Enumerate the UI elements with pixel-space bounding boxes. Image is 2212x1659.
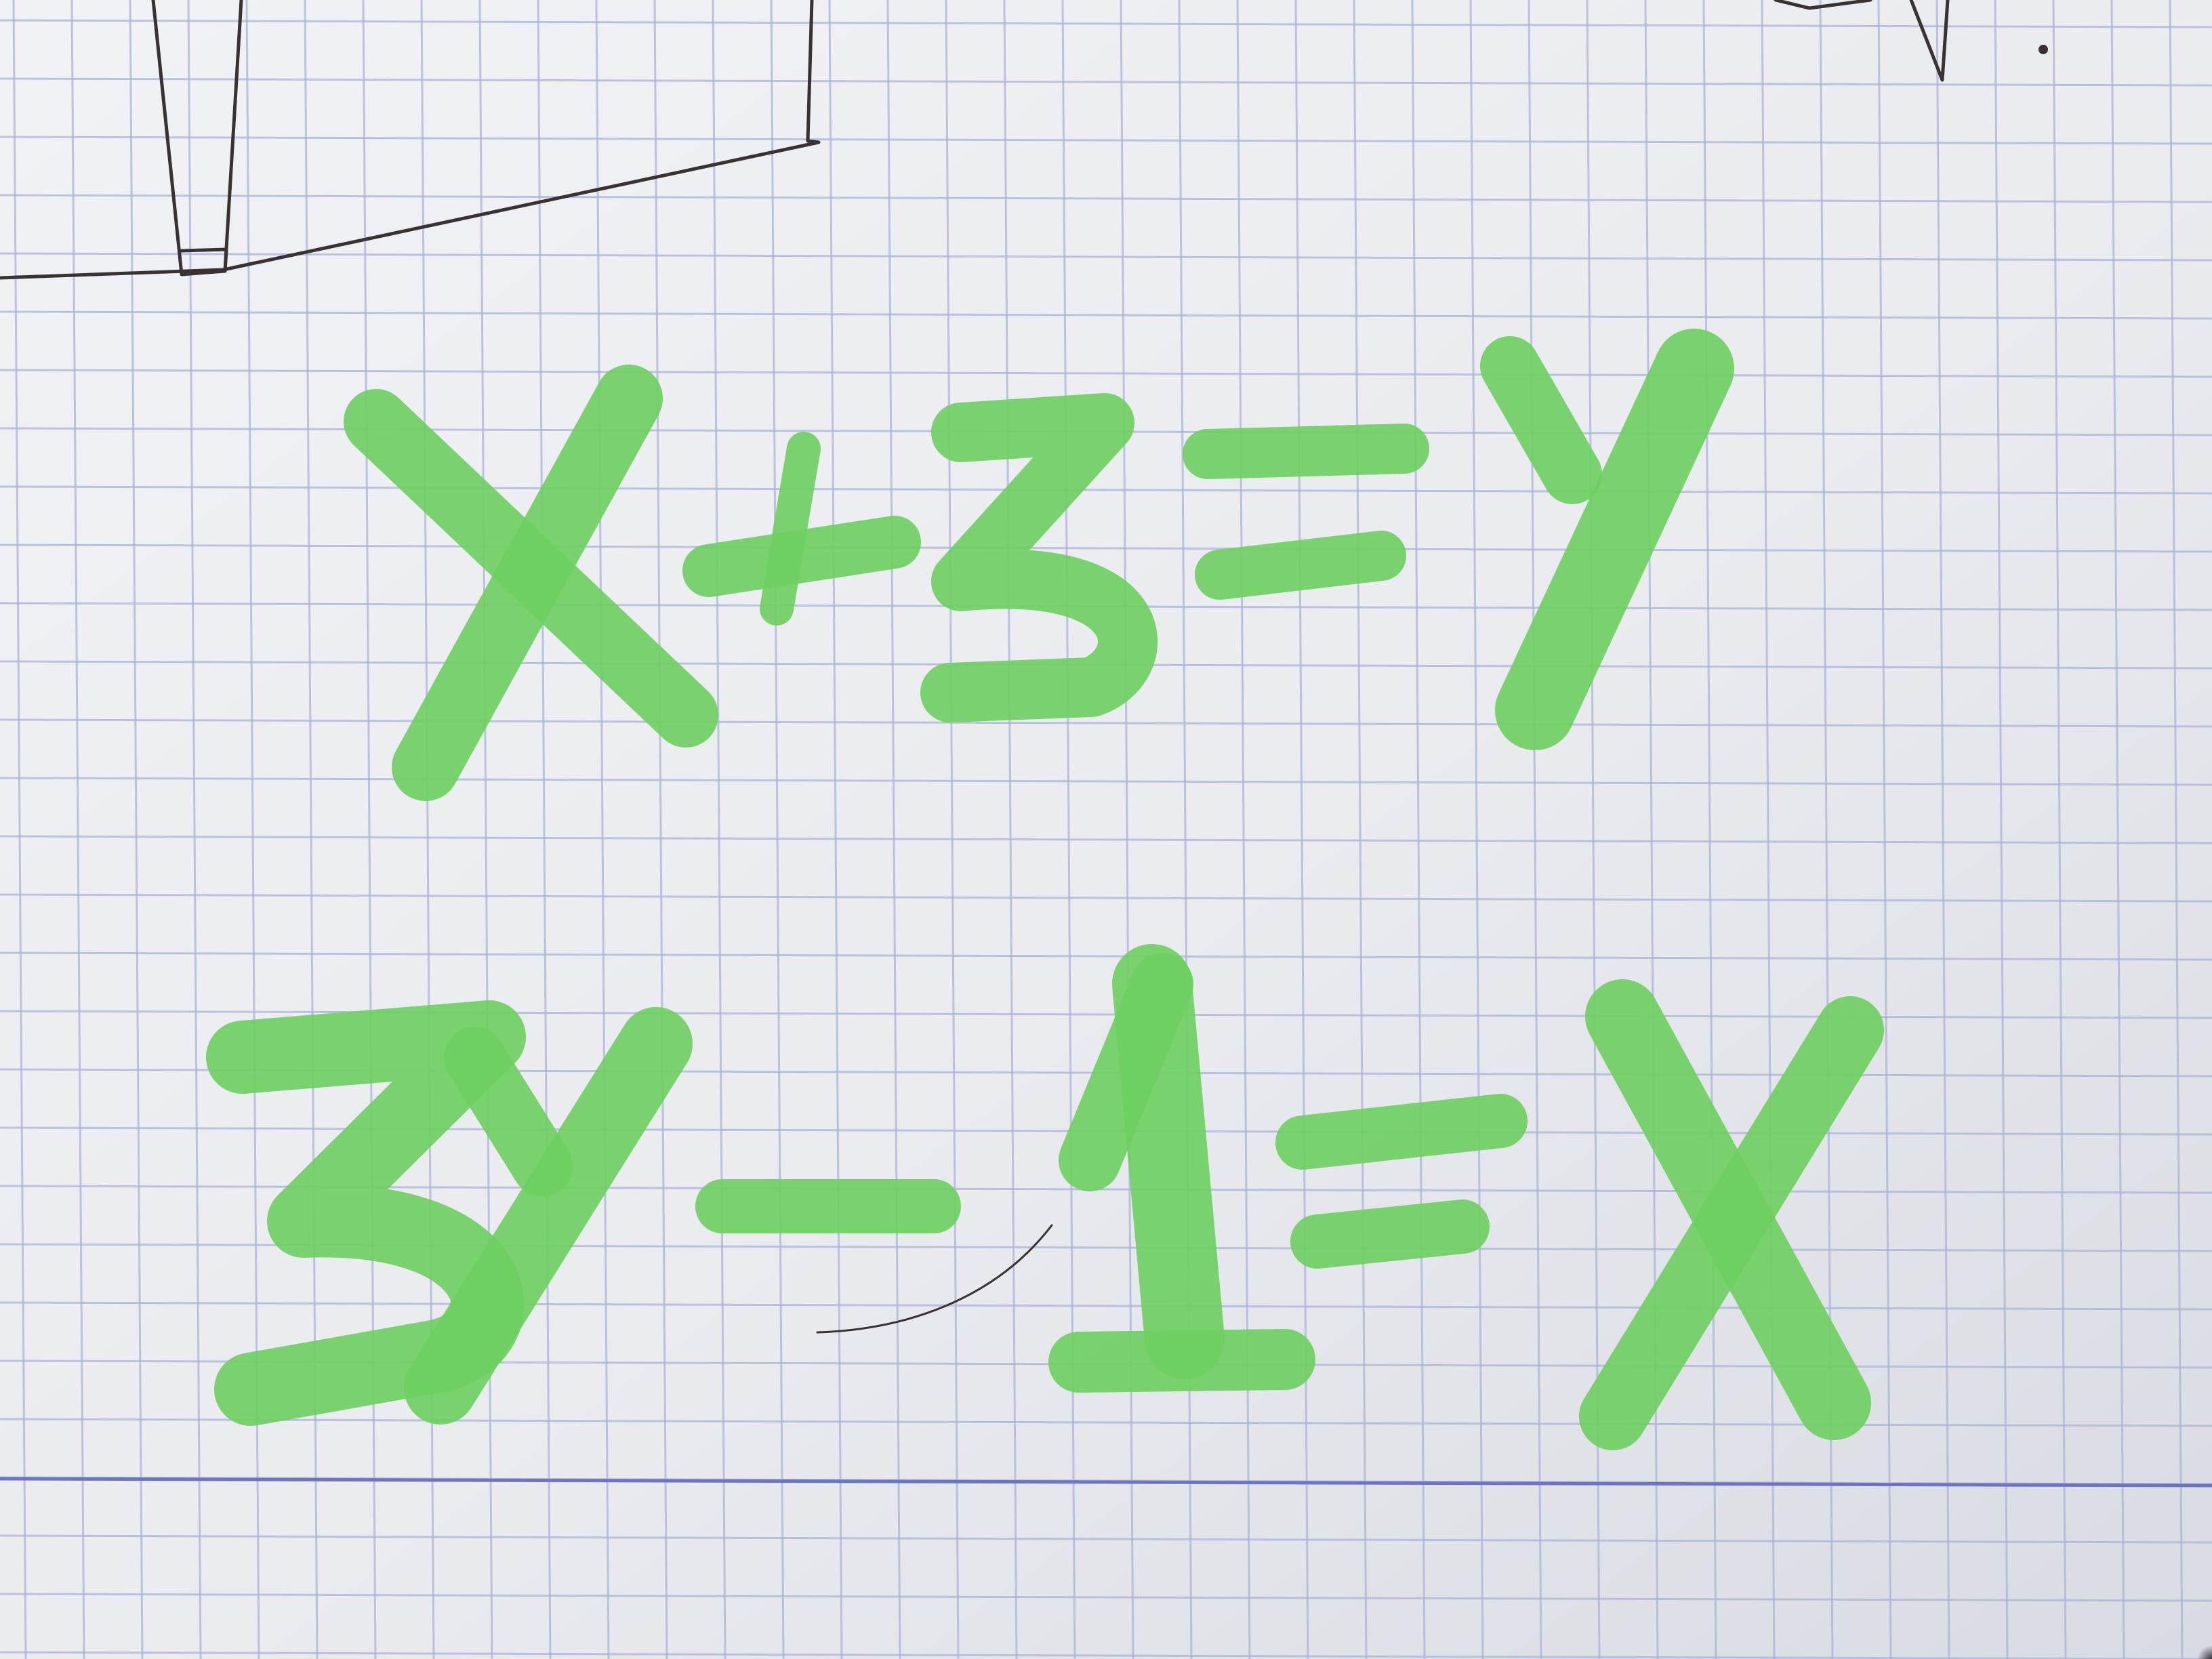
glyph-x-2 xyxy=(1613,1017,1850,1416)
glyph-three-1 xyxy=(950,423,1128,693)
glyph-y-1 xyxy=(1510,366,1694,710)
glyph-y-2 xyxy=(441,1044,656,1388)
glyph-plus xyxy=(709,449,895,609)
equation-line-2 xyxy=(243,984,1850,1416)
equation-line-1 xyxy=(376,366,1694,767)
glyph-equals-2 xyxy=(1303,1121,1500,1242)
glyph-x-1 xyxy=(376,398,686,767)
glyph-one xyxy=(1079,984,1285,1362)
glyph-equals-1 xyxy=(1208,449,1404,575)
